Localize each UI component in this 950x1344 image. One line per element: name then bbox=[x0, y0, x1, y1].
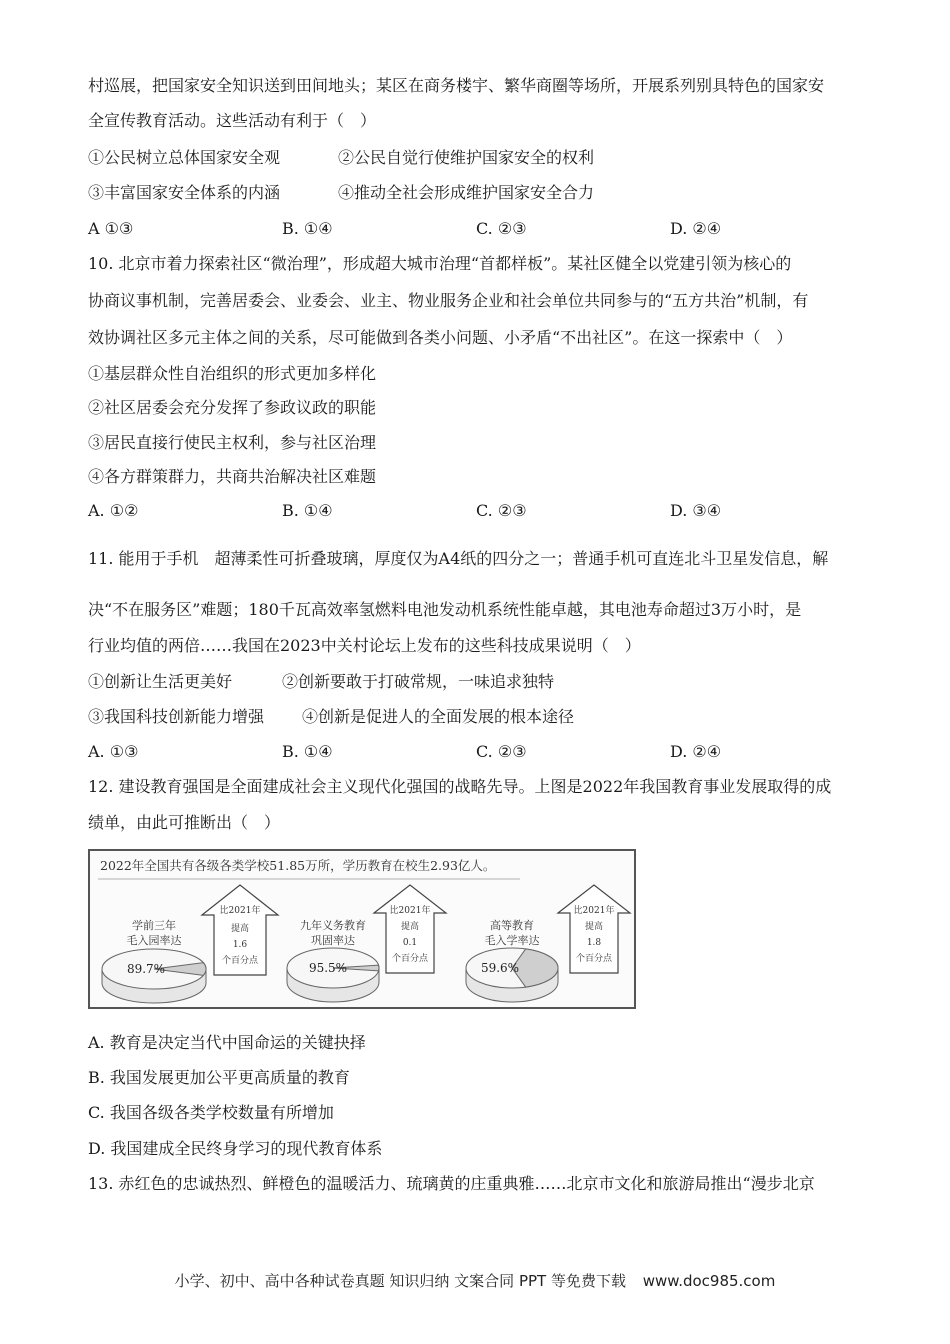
stat2-arrow-line2: 提高 bbox=[400, 922, 420, 932]
q11-option-c: C. ②③ bbox=[476, 742, 527, 761]
q9-item: ④推动全社会形成维护国家安全合力 bbox=[338, 183, 595, 202]
q9-option-c: C. ②③ bbox=[476, 219, 527, 238]
stat3-arrow-line4: 个百分点 bbox=[575, 954, 613, 964]
q10-item: ①基层群众性自治组织的形式更加多样化 bbox=[88, 364, 377, 383]
stat2-label-line2: 巩固率达 bbox=[311, 934, 355, 947]
stat2-arrow-line1: 比2021年 bbox=[389, 906, 431, 916]
q11-item: ④创新是促进人的全面发展的根本途径 bbox=[302, 707, 575, 726]
q11-item: ②创新要敢于打破常规，一味追求独特 bbox=[282, 672, 555, 691]
stat1-label-line2: 毛入园率达 bbox=[126, 934, 182, 947]
stat2-pie bbox=[287, 948, 379, 1002]
figure-headline: 2022年全国共有各级各类学校51.85万所，学历教育在校生2.93亿人。 bbox=[100, 858, 496, 873]
q9-stem-line: 村巡展，把国家安全知识送到田间地头；某区在商务楼宇、繁华商圈等场所，开展系列别具特色的国家安 bbox=[88, 76, 825, 95]
stat3-label-line2: 毛入学率达 bbox=[484, 934, 540, 947]
stat3-value: 59.6% bbox=[480, 961, 520, 975]
q9-option-d: D. ②④ bbox=[670, 219, 722, 238]
stat1-increase-arrow bbox=[202, 885, 278, 975]
q12-option-a: A. 教育是决定当代中国命运的关键抉择 bbox=[88, 1033, 366, 1052]
stat3-arrow-line3: 1.8 bbox=[586, 938, 602, 948]
stat2-value: 95.5% bbox=[308, 961, 348, 975]
stat1-value: 89.7% bbox=[126, 962, 166, 976]
stat2-increase-arrow bbox=[374, 885, 446, 973]
q10-item: ③居民直接行使民主权利，参与社区治理 bbox=[88, 433, 377, 452]
footer-link[interactable]: www.doc985.com bbox=[642, 1272, 776, 1290]
education-stats-figure bbox=[88, 849, 636, 1009]
stat1-arrow-line4: 个百分点 bbox=[221, 956, 259, 966]
stat3-arrow-line2: 提高 bbox=[584, 922, 604, 932]
stat3-arrow-line1: 比2021年 bbox=[573, 906, 615, 916]
q10-option-a: A. ①② bbox=[88, 501, 139, 520]
q12-option-c: C. 我国各级各类学校数量有所增加 bbox=[88, 1103, 334, 1122]
stat1-label-line1: 学前三年 bbox=[132, 919, 176, 932]
stat3-label-line1: 高等教育 bbox=[490, 919, 534, 932]
q9-item: ②公民自觉行使维护国家安全的权利 bbox=[338, 148, 595, 167]
q10-option-d: D. ③④ bbox=[670, 501, 722, 520]
q10-stem-line: 效协调社区多元主体之间的关系，尽可能做到各类小问题、小矛盾“不出社区”。在这一探索中（ ） bbox=[88, 328, 793, 347]
stat1-pie bbox=[102, 949, 206, 1003]
q12-stem-line: 12. 建设教育强国是全面建成社会主义现代化强国的战略先导。上图是2022年我国教育事业发展取得的成 bbox=[88, 777, 832, 796]
q11-stem-line: 决“不在服务区”难题；180千瓦高效率氢燃料电池发动机系统性能卓越，其电池寿命超过3万小时，是 bbox=[88, 600, 802, 619]
q9-item: ①公民树立总体国家安全观 bbox=[88, 148, 281, 167]
q9-item: ③丰富国家安全体系的内涵 bbox=[88, 183, 281, 202]
q11-stem-line: 11. 能用于手机 超薄柔性可折叠玻璃，厚度仅为A4纸的四分之一；普通手机可直连北斗卫星发信息，解 bbox=[88, 549, 829, 568]
q12-option-b: B. 我国发展更加公平更高质量的教育 bbox=[88, 1068, 350, 1087]
stat3-increase-arrow bbox=[558, 885, 630, 973]
stat3-pie bbox=[466, 948, 558, 1002]
education-stats-svg bbox=[90, 851, 634, 1007]
stat1-arrow-line2: 提高 bbox=[230, 924, 250, 934]
q11-option-b: B. ①④ bbox=[282, 742, 333, 761]
q11-stem-line: 行业均值的两倍……我国在2023中关村论坛上发布的这些科技成果说明（ ） bbox=[88, 636, 641, 655]
stat1-arrow-line1: 比2021年 bbox=[219, 906, 261, 916]
q11-item: ③我国科技创新能力增强 bbox=[88, 707, 265, 726]
page-footer bbox=[0, 1270, 950, 1291]
q12-stem-line: 绩单，由此可推断出（ ） bbox=[88, 813, 281, 832]
q10-stem-line: 协商议事机制，完善居委会、业委会、业主、物业服务企业和社会单位共同参与的“五方共治”机制，有 bbox=[88, 291, 809, 310]
q10-option-c: C. ②③ bbox=[476, 501, 527, 520]
q10-item: ④各方群策群力，共商共治解决社区难题 bbox=[88, 467, 377, 486]
q11-option-a: A. ①③ bbox=[88, 742, 139, 761]
stat1-arrow-line3: 1.6 bbox=[232, 940, 248, 950]
q12-option-d: D. 我国建成全民终身学习的现代教育体系 bbox=[88, 1139, 383, 1158]
footer-text: 小学、初中、高中各种试卷真题 知识归纳 文案合同 PPT 等免费下载 bbox=[174, 1272, 626, 1290]
q10-item: ②社区居委会充分发挥了参政议政的职能 bbox=[88, 398, 377, 417]
q9-option-b: B. ①④ bbox=[282, 219, 333, 238]
stat2-arrow-line3: 0.1 bbox=[402, 938, 418, 948]
q9-option-a: A ①③ bbox=[88, 219, 134, 238]
q9-stem-line: 全宣传教育活动。这些活动有利于（ ） bbox=[88, 111, 377, 130]
stat2-arrow-line4: 个百分点 bbox=[391, 954, 429, 964]
stat2-label-line1: 九年义务教育 bbox=[300, 919, 366, 932]
q10-option-b: B. ①④ bbox=[282, 501, 333, 520]
q10-stem-line: 10. 北京市着力探索社区“微治理”，形成超大城市治理“首都样板”。某社区健全以党建引领为核心的 bbox=[88, 254, 792, 273]
q11-item: ①创新让生活更美好 bbox=[88, 672, 233, 691]
q13-stem-line: 13. 赤红色的忠诚热烈、鲜橙色的温暖活力、琉璃黄的庄重典雅……北京市文化和旅游局推出“漫步北京 bbox=[88, 1174, 815, 1193]
q11-option-d: D. ②④ bbox=[670, 742, 722, 761]
